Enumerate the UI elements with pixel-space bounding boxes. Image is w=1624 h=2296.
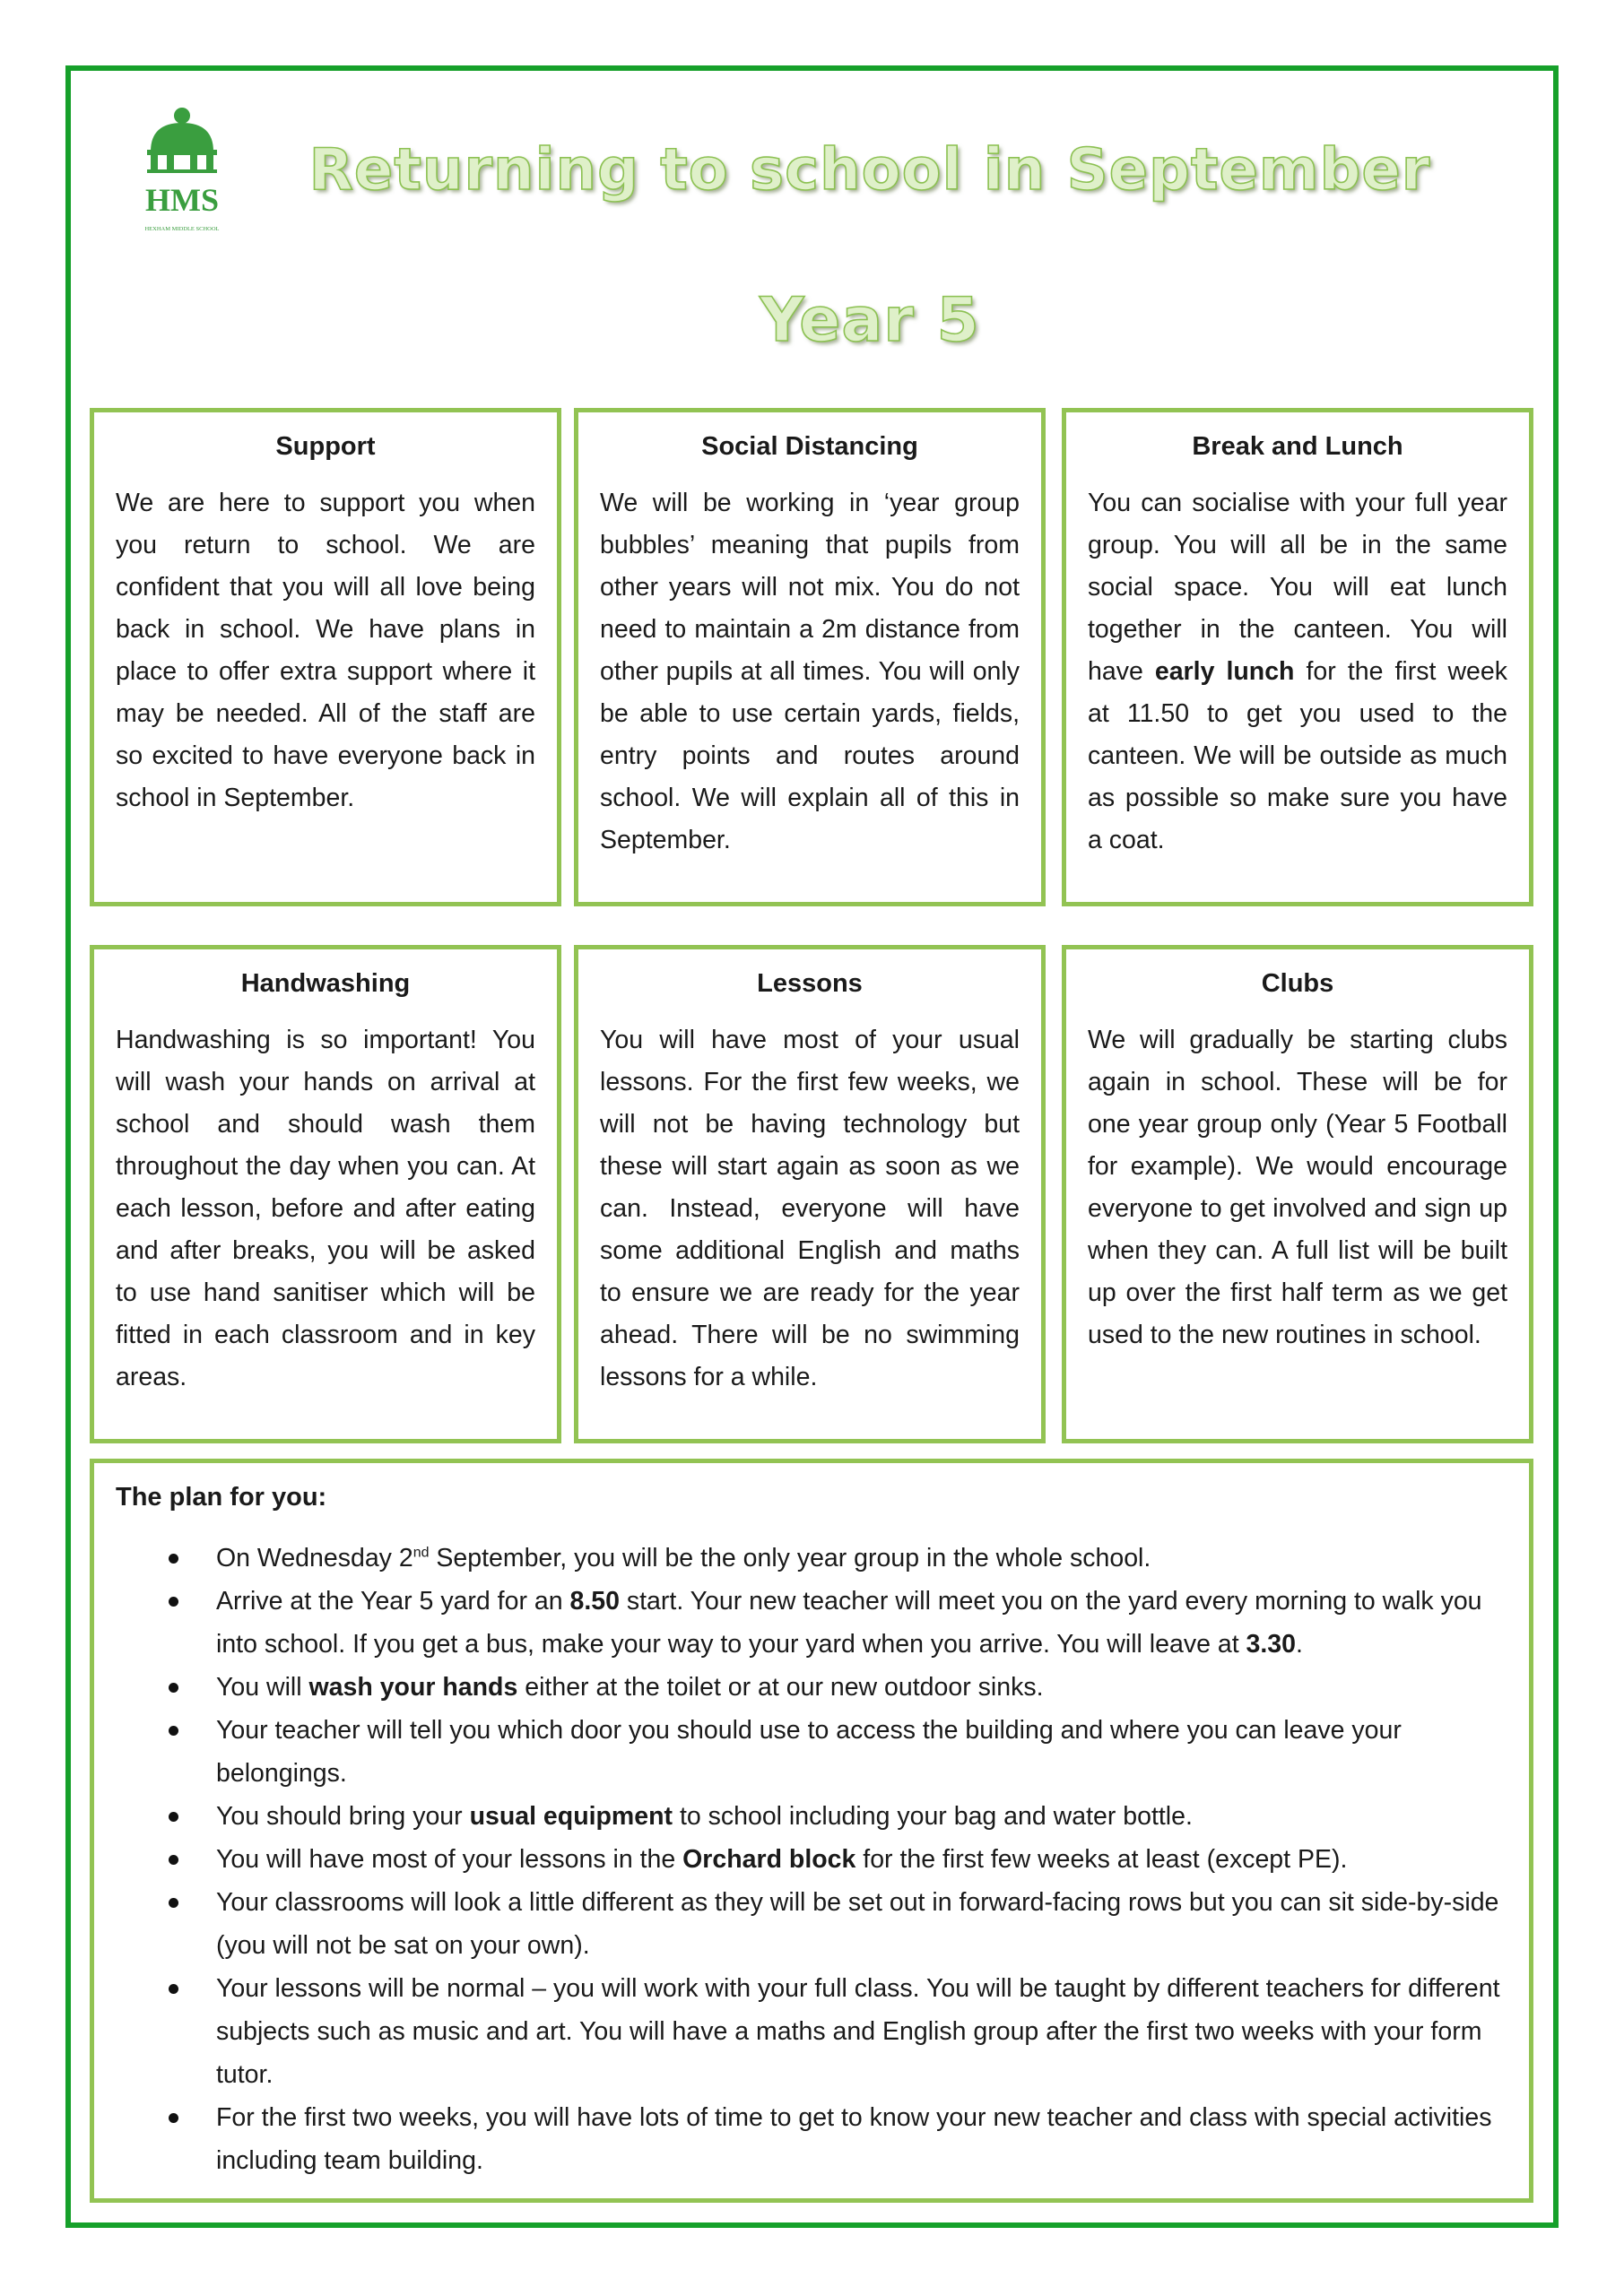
bullet-icon: [169, 2113, 178, 2123]
panel-break-and-lunch: [1062, 408, 1533, 906]
panel-support: [90, 408, 561, 906]
plan-list: [116, 1537, 1507, 2182]
panel-text: We are here to support you when you return to school. We are confident that you will all love being back in school. We have plans in place to offer extra support where it may be needed. All of the staff are so excited to have everyone back in school in September.: [116, 489, 535, 812]
bullet-icon: [169, 1554, 178, 1564]
list-item: Arrive at the Year 5 yard for an 8.50 start. Your new teacher will meet you on the yard every morning to walk you into school. If you get a bus, make your way to your yard when you arrive. You will leave at 3.30.: [116, 1580, 1507, 1666]
bullet-icon: [169, 1984, 178, 1994]
emphasis-early-lunch: early lunch: [1154, 657, 1295, 686]
panel-social-distancing: [574, 408, 1046, 906]
bullet-icon: [169, 1812, 178, 1822]
panel-text: Handwashing is so important! You will wash your hands on arrival at school and should wash them throughout the day when you can. At each lesson, before and after eating and after breaks, you will be asked to use hand sanitiser which will be fitted in each classroom and in key areas.: [116, 1026, 535, 1391]
panel-heading: Break and Lunch: [1192, 432, 1403, 461]
page-subtitle: Year 5: [760, 285, 980, 356]
panel-heading: Clubs: [1261, 969, 1334, 998]
logo-initials: HMS: [144, 182, 220, 218]
plan-heading: The plan for you:: [116, 1483, 327, 1512]
bullet-icon: [169, 1597, 178, 1607]
bullet-icon: [169, 1855, 178, 1865]
panel-clubs: [1062, 945, 1533, 1443]
bullet-icon: [169, 1898, 178, 1908]
panel-heading: Social Distancing: [701, 432, 918, 461]
panel-heading: Support: [275, 432, 376, 461]
list-item: Your teacher will tell you which door you should use to access the building and where you can leave your belongings.: [116, 1709, 1507, 1795]
panel-heading: Lessons: [757, 969, 863, 998]
bullet-icon: [169, 1683, 178, 1693]
list-item: Your classrooms will look a little different as they will be set out in forward-facing rows but you can sit side-by-side (you will not be sat on your own).: [116, 1881, 1507, 1967]
list-item: Your lessons will be normal – you will work with your full class. You will be taught by different teachers for different subjects such as music and art. You will have a maths and English group after the first two weeks with your form tutor.: [116, 1967, 1507, 2096]
page-title: Returning to school in September: [308, 137, 1431, 204]
logo-caption: HEXHAM MIDDLE SCHOOL: [144, 226, 220, 232]
panel-text: You will have most of your usual lessons. For the first few weeks, we will not be having technology but these will start again as soon as we can. Instead, everyone will have some additional English and maths to ensure we are ready for the year ahead. There will be no swimming lessons for a while.: [600, 1026, 1020, 1391]
panel-heading: Handwashing: [240, 969, 411, 998]
panel-text: We will gradually be starting clubs again in school. These will be for one year group only (Year 5 Football for example). We would encourage everyone to get involved and sign up when they can. A full list will be built up over the first half term as we get used to the new routines in school.: [1088, 1026, 1507, 1349]
list-item: You will have most of your lessons in the Orchard block for the first few weeks at least (except PE).: [116, 1838, 1507, 1881]
panel-handwashing: [90, 945, 561, 1443]
list-item: On Wednesday 2nd September, you will be the only year group in the whole school.: [116, 1537, 1507, 1580]
plan-section: [90, 1459, 1533, 2203]
bullet-icon: [169, 1726, 178, 1736]
list-item: For the first two weeks, you will have lots of time to get to know your new teacher and class with special activities including team building.: [116, 2096, 1507, 2182]
panel-text: We will be working in ‘year group bubbles’ meaning that pupils from other years will not mix. You do not need to maintain a 2m distance from other pupils at all times. You will only be able to use certain yards, fields, entry points and routes around school. We will explain all of this in September.: [600, 489, 1020, 854]
panel-text: You can socialise with your full year group. You will all be in the same social space. You will eat lunch together in the canteen. You will have early lunch for the first week at 11.50 to get you used to the canteen. We will be outside as much as possible so make sure you have a coat.: [1088, 489, 1507, 854]
list-item: You will wash your hands either at the toilet or at our new outdoor sinks.: [116, 1666, 1507, 1709]
panel-lessons: [574, 945, 1046, 1443]
list-item: You should bring your usual equipment to school including your bag and water bottle.: [116, 1795, 1507, 1838]
school-logo: [142, 105, 222, 239]
